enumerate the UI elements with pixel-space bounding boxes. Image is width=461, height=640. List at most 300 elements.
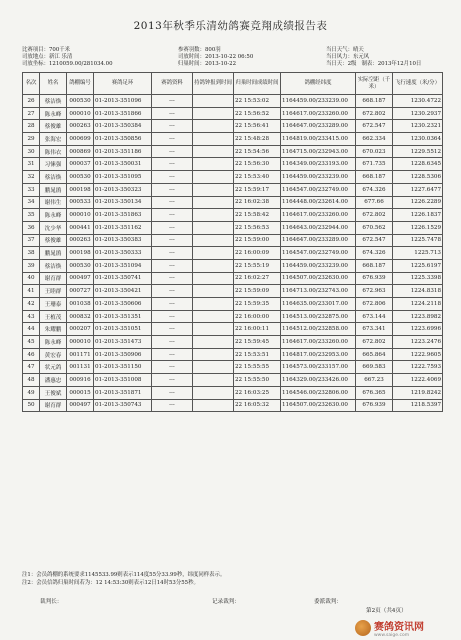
table-cell: 000497: [67, 272, 94, 285]
table-cell: [193, 171, 234, 184]
table-cell: 43: [23, 310, 40, 323]
table-cell: 000916: [67, 374, 94, 387]
table-cell: 674.326: [356, 247, 393, 260]
table-cell: ---: [152, 120, 193, 133]
table-cell: 32: [23, 171, 40, 184]
table-cell: 22 16:02:38: [234, 196, 281, 209]
table-cell: 陈永峰: [40, 209, 67, 222]
table-cell: 01-2013-351473: [94, 336, 152, 349]
table-cell: 22 15:59:09: [234, 285, 281, 298]
results-table: [22, 72, 443, 412]
table-cell: [193, 158, 234, 171]
table-cell: 22 15:55:55: [234, 361, 281, 374]
table-cell: 28: [23, 120, 40, 133]
info-item: 参赛羽数：800羽: [178, 47, 221, 53]
table-cell: 1164547.00/232749.00: [281, 247, 356, 260]
info-made-date: 制表：2013年12月10日: [361, 61, 422, 68]
table-cell: ---: [152, 348, 193, 361]
table-cell: 1227.6477: [393, 183, 443, 196]
table-cell: 676.939: [356, 272, 393, 285]
table-cell: ---: [152, 158, 193, 171]
table-cell: 1223.6996: [393, 323, 443, 336]
table-cell: 1164329.00/233426.00: [281, 374, 356, 387]
table-cell: 1230.2937: [393, 107, 443, 120]
table-cell: 48: [23, 374, 40, 387]
info-item: 当日天气：晴天: [326, 47, 364, 53]
table-cell: ---: [152, 361, 193, 374]
table-cell: 37: [23, 234, 40, 247]
table-row: [23, 158, 443, 171]
table-cell: 001038: [67, 298, 94, 311]
table-cell: 01-2013-350031: [94, 158, 152, 171]
table-cell: 谢育群: [40, 399, 67, 412]
table-cell: 672.547: [356, 120, 393, 133]
table-cell: 001171: [67, 348, 94, 361]
table-cell: [193, 399, 234, 412]
table-cell: 000530: [67, 171, 94, 184]
table-cell: 44: [23, 323, 40, 336]
table-cell: ---: [152, 196, 193, 209]
table-cell: 29: [23, 133, 40, 146]
table-cell: 672.963: [356, 285, 393, 298]
table-cell: 22 15:55:50: [234, 374, 281, 387]
table-cell: 01-2013-350741: [94, 272, 152, 285]
table-cell: 672.806: [356, 298, 393, 311]
table-row: [23, 272, 443, 285]
table-cell: 22 15:56:53: [234, 221, 281, 234]
table-cell: 000441: [67, 221, 94, 234]
table-cell: [193, 209, 234, 222]
table-cell: 672.547: [356, 234, 393, 247]
table-cell: 000198: [67, 183, 94, 196]
table-row: [23, 133, 443, 146]
table-cell: 22 15:56:30: [234, 158, 281, 171]
table-cell: [193, 259, 234, 272]
table-cell: ---: [152, 247, 193, 260]
table-cell: 668.187: [356, 95, 393, 108]
table-cell: 000497: [67, 399, 94, 412]
table-cell: 1164647.00/233289.00: [281, 120, 356, 133]
table-cell: 000263: [67, 120, 94, 133]
table-cell: 1223.8982: [393, 310, 443, 323]
table-cell: ---: [152, 386, 193, 399]
table-cell: 676.365: [356, 386, 393, 399]
info-item: 司放坐标：1210059.00/281034.00: [22, 61, 113, 68]
table-cell: 状元鸽: [40, 361, 67, 374]
footnote: 注1：会员鸽棚的系统要求1145533.99则表示114度55分33.99秒，纬度同样表示。: [22, 572, 226, 578]
table-cell: 鹏晁鹃: [40, 183, 67, 196]
table-row: [23, 310, 443, 323]
table-cell: 朱耀鹏: [40, 323, 67, 336]
table-cell: 01-2013-350743: [94, 399, 152, 412]
table-cell: 蔡俊雄: [40, 234, 67, 247]
table-cell: 鹏晁鹃: [40, 247, 67, 260]
table-cell: 01-2013-351863: [94, 209, 152, 222]
table-cell: 1164547.00/232749.00: [281, 183, 356, 196]
info-col-2: [178, 47, 253, 69]
table-cell: 22 15:56:52: [234, 107, 281, 120]
watermark-logo: [355, 618, 455, 638]
footnote: 注2：会员信鸽归巢时间若为：12 14:53:30则表示12日14时53分55秒。: [22, 579, 199, 586]
table-cell: 000010: [67, 107, 94, 120]
table-cell: 沈少华: [40, 221, 67, 234]
info-wind-level: 当日天：2级: [326, 61, 357, 68]
table-cell: 22 15:53:51: [234, 348, 281, 361]
table-cell: 22 16:00:09: [234, 247, 281, 260]
table-cell: 01-2013-351096: [94, 95, 152, 108]
table-cell: 000207: [67, 323, 94, 336]
table-row: [23, 361, 443, 374]
table-cell: [193, 234, 234, 247]
info-item: 司放时间：2013-10-22 06:50: [178, 54, 254, 61]
table-cell: 谢伟生: [40, 196, 67, 209]
table-cell: 22 16:00:11: [234, 323, 281, 336]
table-cell: 22 15:48:28: [234, 133, 281, 146]
table-cell: 蔡洁焕: [40, 259, 67, 272]
table-cell: [193, 95, 234, 108]
table-cell: 000037: [67, 158, 94, 171]
table-cell: 1164573.00/233157.00: [281, 361, 356, 374]
table-cell: 26: [23, 95, 40, 108]
table-cell: [193, 107, 234, 120]
table-cell: 669.583: [356, 361, 393, 374]
table-cell: 42: [23, 298, 40, 311]
column-header: 赛鸽资料: [152, 73, 193, 95]
table-cell: 1224.8318: [393, 285, 443, 298]
table-cell: 01-2013-350421: [94, 285, 152, 298]
table-cell: 22 15:59:17: [234, 183, 281, 196]
column-header: 名次: [23, 73, 40, 95]
table-cell: 35: [23, 209, 40, 222]
table-cell: 665.864: [356, 348, 393, 361]
table-cell: 1222.7593: [393, 361, 443, 374]
table-cell: 张海宏: [40, 133, 67, 146]
table-cell: [193, 336, 234, 349]
table-cell: ---: [152, 133, 193, 146]
page-number: 第2页（共4页）: [366, 608, 407, 614]
table-row: [23, 234, 443, 247]
table-cell: 40: [23, 272, 40, 285]
column-header: 持鸽钟报到时间: [193, 73, 234, 95]
table-cell: ---: [152, 323, 193, 336]
table-row: [23, 285, 443, 298]
column-header: 飞行速度（米/分）: [393, 73, 443, 95]
table-cell: 1164647.00/233289.00: [281, 234, 356, 247]
table-cell: 39: [23, 259, 40, 272]
table-cell: 王睦群: [40, 285, 67, 298]
table-cell: 41: [23, 285, 40, 298]
table-cell: 黄宏春: [40, 348, 67, 361]
table-cell: 000699: [67, 133, 94, 146]
table-row: [23, 145, 443, 158]
table-cell: 27: [23, 107, 40, 120]
table-cell: 000727: [67, 285, 94, 298]
column-header: 赛鸽足环: [94, 73, 152, 95]
table-row: [23, 107, 443, 120]
table-cell: 1164617.00/233260.00: [281, 336, 356, 349]
table-cell: 01-2013-350606: [94, 298, 152, 311]
table-cell: 1223.2476: [393, 336, 443, 349]
table-cell: 01-2013-351008: [94, 374, 152, 387]
table-cell: 000015: [67, 386, 94, 399]
table-cell: ---: [152, 272, 193, 285]
table-cell: 672.802: [356, 209, 393, 222]
table-cell: 潘惠忠: [40, 374, 67, 387]
table-cell: [193, 247, 234, 260]
column-header: 归巢时间成绩时间: [234, 73, 281, 95]
table-cell: 30: [23, 145, 40, 158]
table-cell: 672.802: [356, 336, 393, 349]
column-header: 姓名: [40, 73, 67, 95]
table-cell: 1230.4722: [393, 95, 443, 108]
table-cell: 1164715.00/232943.00: [281, 145, 356, 158]
table-row: [23, 183, 443, 196]
table-cell: 1164819.00/233415.00: [281, 133, 356, 146]
table-row: [23, 386, 443, 399]
table-cell: 01-2013-351095: [94, 171, 152, 184]
table-cell: 47: [23, 361, 40, 374]
table-cell: 674.326: [356, 183, 393, 196]
table-cell: [193, 285, 234, 298]
table-cell: 22 16:05:32: [234, 399, 281, 412]
table-cell: ---: [152, 221, 193, 234]
table-row: [23, 323, 443, 336]
table-cell: 000832: [67, 310, 94, 323]
logo-text: 赛鸽资讯网: [374, 622, 424, 633]
table-cell: 蔡洁焕: [40, 95, 67, 108]
table-cell: 1218.5397: [393, 399, 443, 412]
table-cell: 22 15:59:35: [234, 298, 281, 311]
table-cell: 22 15:53:40: [234, 171, 281, 184]
table-cell: 22 15:53:02: [234, 95, 281, 108]
table-cell: 49: [23, 386, 40, 399]
table-cell: 1226.1837: [393, 209, 443, 222]
table-cell: 677.66: [356, 196, 393, 209]
table-cell: ---: [152, 374, 193, 387]
logo-url: www.saige.com: [374, 633, 410, 638]
table-cell: 1164459.00/233239.00: [281, 259, 356, 272]
sign-assigned-referee: 委派裁判：: [314, 599, 342, 605]
table-cell: 1164459.00/233239.00: [281, 171, 356, 184]
table-cell: 000010: [67, 336, 94, 349]
table-cell: 22 16:03:25: [234, 386, 281, 399]
table-cell: 1222.4069: [393, 374, 443, 387]
table-cell: 1164617.00/233260.00: [281, 107, 356, 120]
table-cell: 1164617.00/233260.00: [281, 209, 356, 222]
table-cell: 22 15:59:45: [234, 336, 281, 349]
table-row: [23, 120, 443, 133]
table-cell: [193, 183, 234, 196]
table-cell: 45: [23, 336, 40, 349]
table-cell: 22 15:55:19: [234, 259, 281, 272]
table-cell: 蔡俊雄: [40, 120, 67, 133]
table-cell: 王俊斌: [40, 386, 67, 399]
table-cell: 01-2013-351094: [94, 259, 152, 272]
table-cell: 1164546.00/232806.00: [281, 386, 356, 399]
table-cell: 01-2013-350856: [94, 133, 152, 146]
table-cell: 1225.7478: [393, 234, 443, 247]
table-row: [23, 171, 443, 184]
table-cell: 668.187: [356, 171, 393, 184]
table-cell: 001131: [67, 361, 94, 374]
table-cell: 01-2013-351162: [94, 221, 152, 234]
table-cell: 1225.6197: [393, 259, 443, 272]
table-cell: 000530: [67, 259, 94, 272]
table-cell: 01-2013-351186: [94, 145, 152, 158]
table-cell: [193, 310, 234, 323]
table-cell: 22 15:59:00: [234, 234, 281, 247]
table-cell: 1219.8242: [393, 386, 443, 399]
table-cell: ---: [152, 183, 193, 196]
table-cell: 蔡洁焕: [40, 171, 67, 184]
table-row: [23, 196, 443, 209]
table-cell: 1164643.00/232944.00: [281, 221, 356, 234]
table-cell: 1164459.00/233239.00: [281, 95, 356, 108]
table-cell: 22 15:54:56: [234, 145, 281, 158]
info-item: 当日风力：东元风: [326, 54, 370, 61]
table-cell: 陈永峰: [40, 107, 67, 120]
table-cell: ---: [152, 310, 193, 323]
table-cell: ---: [152, 171, 193, 184]
table-cell: 1164349.00/233193.00: [281, 158, 356, 171]
table-cell: [193, 374, 234, 387]
table-cell: 670.562: [356, 221, 393, 234]
table-cell: 33: [23, 183, 40, 196]
info-col-3: [326, 47, 421, 69]
table-cell: 1164635.00/233017.00: [281, 298, 356, 311]
table-cell: 1230.0364: [393, 133, 443, 146]
info-item: 比赛项目：700千米: [22, 47, 71, 53]
table-cell: 01-2013-351866: [94, 107, 152, 120]
table-row: [23, 336, 443, 349]
table-cell: 662.334: [356, 133, 393, 146]
table-row: [23, 298, 443, 311]
table-cell: 1226.2289: [393, 196, 443, 209]
column-header: 鸽棚经纬度: [281, 73, 356, 95]
table-cell: [193, 133, 234, 146]
table-cell: 000010: [67, 209, 94, 222]
table-cell: [193, 298, 234, 311]
table-cell: 672.802: [356, 107, 393, 120]
table-cell: 000869: [67, 145, 94, 158]
table-cell: 667.23: [356, 374, 393, 387]
table-cell: 000530: [67, 95, 94, 108]
info-item: 归巢时间：2013-10-22: [178, 61, 237, 68]
table-header-row: [23, 73, 443, 95]
table-cell: 01-2013-351351: [94, 310, 152, 323]
table-cell: 000198: [67, 247, 94, 260]
table-cell: 1164817.00/232953.00: [281, 348, 356, 361]
table-row: [23, 247, 443, 260]
table-cell: 01-2013-351150: [94, 361, 152, 374]
table-cell: ---: [152, 399, 193, 412]
info-item: [326, 61, 421, 68]
table-cell: 陈伟衣: [40, 145, 67, 158]
table-row: [23, 209, 443, 222]
info-col-1: [22, 47, 113, 69]
table-cell: ---: [152, 298, 193, 311]
table-cell: 1230.2321: [393, 120, 443, 133]
table-cell: 1164512.00/232858.00: [281, 323, 356, 336]
table-cell: ---: [152, 209, 193, 222]
table-cell: 38: [23, 247, 40, 260]
pigeon-logo-icon: [355, 620, 371, 636]
table-body: [23, 95, 443, 412]
table-cell: ---: [152, 259, 193, 272]
table-cell: 22 15:56:41: [234, 120, 281, 133]
table-cell: [193, 120, 234, 133]
table-cell: 000263: [67, 234, 94, 247]
table-cell: 1225.3398: [393, 272, 443, 285]
table-cell: ---: [152, 145, 193, 158]
table-cell: [193, 361, 234, 374]
table-cell: 01-2013-350333: [94, 247, 152, 260]
table-cell: 22 16:02:27: [234, 272, 281, 285]
table-cell: 673.144: [356, 310, 393, 323]
table-cell: 01-2013-350384: [94, 120, 152, 133]
table-cell: 668.187: [356, 259, 393, 272]
table-cell: 46: [23, 348, 40, 361]
column-header: 鸽棚编号: [67, 73, 94, 95]
footnotes: [22, 572, 225, 587]
table-cell: 王珊泰: [40, 298, 67, 311]
table-cell: ---: [152, 336, 193, 349]
table-cell: 1164448.00/232614.00: [281, 196, 356, 209]
table-cell: 1224.2118: [393, 298, 443, 311]
table-row: [23, 374, 443, 387]
table-row: [23, 399, 443, 412]
table-cell: 22 15:58:42: [234, 209, 281, 222]
table-cell: [193, 196, 234, 209]
table-cell: 1164507.00/232630.00: [281, 272, 356, 285]
table-cell: ---: [152, 285, 193, 298]
table-cell: 01-2013-351871: [94, 386, 152, 399]
table-cell: 34: [23, 196, 40, 209]
table-cell: [193, 348, 234, 361]
sign-record-referee: 记录裁判：: [212, 599, 240, 605]
table-cell: 670.023: [356, 145, 393, 158]
table-cell: 1228.5306: [393, 171, 443, 184]
table-cell: 谢育群: [40, 272, 67, 285]
table-cell: 01-2013-351051: [94, 323, 152, 336]
table-cell: [193, 221, 234, 234]
table-cell: 1228.6345: [393, 158, 443, 171]
table-row: [23, 95, 443, 108]
table-cell: 王植茂: [40, 310, 67, 323]
table-cell: 01-2013-350323: [94, 183, 152, 196]
table-cell: 50: [23, 399, 40, 412]
table-cell: ---: [152, 107, 193, 120]
table-cell: 000533: [67, 196, 94, 209]
table-cell: 1164713.00/232743.00: [281, 285, 356, 298]
table-cell: 1226.1529: [393, 221, 443, 234]
table-cell: 22 16:00:00: [234, 310, 281, 323]
table-row: [23, 259, 443, 272]
table-cell: 36: [23, 221, 40, 234]
table-cell: 01-2013-350906: [94, 348, 152, 361]
info-item: 司放地点：新江 乐清: [22, 54, 73, 61]
table-cell: 1222.9605: [393, 348, 443, 361]
table-cell: 1229.5512: [393, 145, 443, 158]
table-cell: ---: [152, 234, 193, 247]
table-cell: 1225.713: [393, 247, 443, 260]
table-cell: 671.735: [356, 158, 393, 171]
table-cell: [193, 323, 234, 336]
table-cell: 习愫强: [40, 158, 67, 171]
page-title: 2013年秋季乐清幼鸽赛竞翔成绩报告表: [133, 20, 328, 32]
table-cell: 陈永峰: [40, 336, 67, 349]
table-cell: 1164507.00/232630.00: [281, 399, 356, 412]
